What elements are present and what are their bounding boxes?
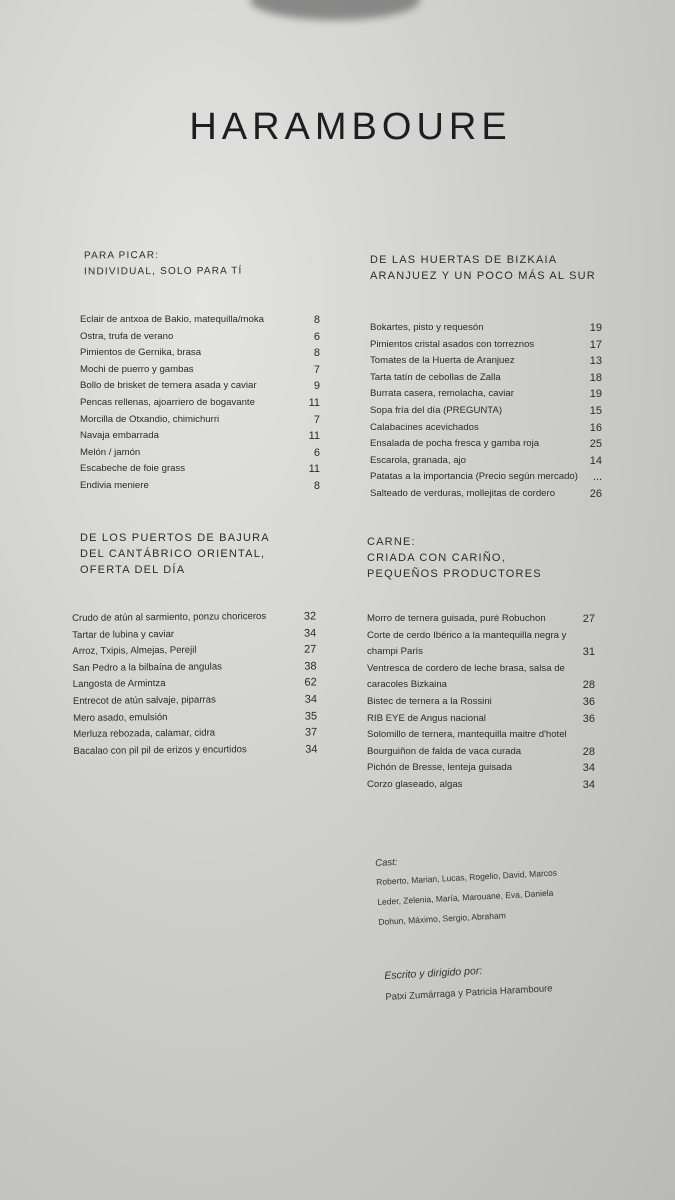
menu-item-price: 19 xyxy=(589,388,602,401)
menu-item-name: Tarta tatín de cebollas de Zalla xyxy=(370,371,501,383)
menu-item-name: Sopa fría del día (PREGUNTA) xyxy=(370,404,503,416)
menu-item xyxy=(370,422,602,439)
menu-item-name: Pimientos de Gernika, brasa xyxy=(80,347,202,359)
heading-line: CARNE: xyxy=(367,536,416,548)
menu-item xyxy=(80,463,320,480)
menu-item-name: Entrecot de atún salvaje, piparras xyxy=(72,694,216,707)
menu-item-name: caracoles Bizkaina xyxy=(367,679,447,691)
menu-item-price: 25 xyxy=(589,438,602,451)
menu-item xyxy=(80,314,320,331)
heading-line: ARANJUEZ Y UN POCO MÁS AL SUR xyxy=(370,270,596,282)
cast-line: Roberto, Marian, Lucas, Rogelio, David, Marcos xyxy=(375,867,558,887)
menu-item xyxy=(80,414,320,431)
menu-item-price: 36 xyxy=(582,712,595,725)
menu-item-price: 35 xyxy=(304,710,318,723)
menu-item-name: Tomates de la Huerta de Aranjuez xyxy=(370,355,515,367)
menu-item-name: Endivia meniere xyxy=(80,479,149,491)
menu-item-price: 11 xyxy=(308,463,320,476)
cast-line: Dohun, Máximo, Sergio, Abraham xyxy=(378,910,506,927)
menu-item-name: Ostra, trufa de verano xyxy=(80,330,174,342)
cast-line: Leder, Zelenia, María, Marouane, Eva, Daniela xyxy=(377,887,554,907)
menu-item xyxy=(80,480,320,497)
menu-item-price: 32 xyxy=(303,610,317,623)
heading-line: INDIVIDUAL, SOLO PARA TÍ xyxy=(84,265,243,278)
menu-item xyxy=(370,355,602,372)
menu-item-name: Morcilla de Otxandio, chimichurri xyxy=(80,413,220,425)
menu-item xyxy=(370,471,602,488)
menu-item-name: Pimientos cristal asados con torreznos xyxy=(370,338,535,350)
menu-item xyxy=(80,347,320,364)
menu-item-name: Bourguiñon de falda de vaca curada xyxy=(367,745,522,757)
menu-item-name: RIB EYE de Angus nacional xyxy=(367,712,486,724)
menu-item-name: Arroz, Txipis, Almejas, Perejil xyxy=(72,644,197,658)
menu-item-price: 34 xyxy=(304,693,317,706)
photo-shadow xyxy=(250,0,420,20)
menu-item-name: Navaja embarrada xyxy=(80,430,159,442)
menu-item-price: 26 xyxy=(589,487,602,500)
menu-item-name: Eclair de antxoa de Bakio, matequilla/moka xyxy=(80,314,264,325)
menu-item-name: Burrata casera, remolacha, caviar xyxy=(370,388,514,400)
menu-item xyxy=(370,339,602,356)
menu-list-picar xyxy=(80,314,320,497)
menu-item-name: Bacalao con pil pil de erizos y encurtidos xyxy=(73,743,247,757)
menu-item-price: 9 xyxy=(313,380,320,393)
menu-item-name: Melón / jamón xyxy=(80,446,141,458)
menu-item-name: Mero asado, emulsión xyxy=(73,711,168,724)
author-credits xyxy=(384,961,553,1003)
menu-item xyxy=(367,613,595,630)
menu-item xyxy=(367,713,595,730)
menu-item xyxy=(367,696,595,713)
menu-item xyxy=(367,729,595,746)
heading-line: DE LAS HUERTAS DE BIZKAIA xyxy=(370,254,558,266)
menu-item-price: 62 xyxy=(304,676,317,689)
section-heading-picar xyxy=(84,248,243,281)
cast-credits xyxy=(375,849,559,927)
heading-line: PEQUEÑOS PRODUCTORES xyxy=(367,568,542,580)
menu-item xyxy=(367,679,595,696)
cast-label: Cast: xyxy=(375,856,398,869)
menu-item-name: Mochi de puerro y gambas xyxy=(80,363,194,375)
menu-item-name: Ensalada de pocha fresca y gamba roja xyxy=(370,438,540,450)
menu-list-puertos xyxy=(72,610,320,762)
menu-item-name: Corte de cerdo Ibérico a la mantequilla negra y xyxy=(367,629,567,641)
menu-list-huertas xyxy=(370,322,602,505)
menu-item-name: Pichón de Bresse, lenteja guisada xyxy=(367,762,513,774)
menu-item xyxy=(80,447,320,464)
menu-item xyxy=(370,488,602,505)
menu-item-price: 34 xyxy=(303,627,317,640)
heading-line: DEL CANTÁBRICO ORIENTAL, xyxy=(80,548,266,560)
menu-item-price: 8 xyxy=(313,314,320,326)
menu-item-name: Bokartes, pisto y requesón xyxy=(370,322,484,333)
section-heading-carne xyxy=(367,534,542,582)
menu-item xyxy=(73,743,319,762)
menu-item-price: 13 xyxy=(589,355,602,368)
menu-item-price: 11 xyxy=(308,396,320,409)
menu-item-name: Bollo de brisket de ternera asada y caviar xyxy=(80,380,257,392)
menu-item-name: Calabacines acevichados xyxy=(370,421,479,433)
menu-item xyxy=(370,438,602,455)
menu-item-price: 28 xyxy=(582,679,595,692)
menu-item xyxy=(367,762,595,779)
menu-item xyxy=(80,380,320,397)
section-heading-huertas xyxy=(370,252,596,284)
menu-item-price: 28 xyxy=(582,745,595,758)
menu-item-name: Corzo glaseado, algas xyxy=(367,778,463,790)
menu-item-price: ... xyxy=(592,471,602,484)
menu-item-name: Patatas a la importancia (Precio según mercado) xyxy=(370,471,578,483)
menu-item-price: 27 xyxy=(582,613,595,625)
menu-item xyxy=(80,331,320,348)
menu-item-name: Salteado de verduras, mollejitas de cordero xyxy=(370,487,556,499)
menu-item-price: 7 xyxy=(313,363,320,376)
menu-item-name: San Pedro a la bilbaína de angulas xyxy=(72,661,222,674)
menu-item-price: 34 xyxy=(582,778,595,791)
menu-item-name: Pencas rellenas, ajoarriero de bogavante xyxy=(80,396,255,408)
menu-item-name: Merluza rebozada, calamar, cidra xyxy=(73,727,216,741)
menu-item-price: 16 xyxy=(589,421,602,434)
menu-item-name: champi París xyxy=(367,646,423,658)
menu-item-name: Tartar de lubina y caviar xyxy=(72,628,175,641)
menu-item-price: 6 xyxy=(313,446,320,459)
menu-item-price: 38 xyxy=(304,660,317,673)
menu-item xyxy=(370,372,602,389)
menu-item-price: 6 xyxy=(313,330,320,343)
menu-item-name: Escarola, granada, ajo xyxy=(370,454,466,466)
menu-item-price: 37 xyxy=(304,726,318,739)
menu-item xyxy=(367,746,595,763)
menu-item-name: Bistec de ternera a la Rossini xyxy=(367,695,492,707)
heading-line: CRIADA CON CARIÑO, xyxy=(367,552,506,564)
menu-item xyxy=(370,322,602,339)
menu-item-price: 7 xyxy=(313,413,320,426)
menu-item xyxy=(370,455,602,472)
menu-item-price: 27 xyxy=(304,643,317,656)
menu-item-price: 17 xyxy=(589,338,602,351)
menu-item-price: 34 xyxy=(305,743,318,756)
menu-list-carne xyxy=(367,613,595,796)
menu-item-name: Crudo de atún al sarmiento, ponzu choriceros xyxy=(72,610,267,624)
menu-item xyxy=(367,646,595,663)
menu-item-price: 31 xyxy=(582,646,595,659)
restaurant-name: HARAMBOURE xyxy=(189,106,512,148)
menu-item xyxy=(370,405,602,422)
menu-item-price: 34 xyxy=(582,762,595,775)
menu-item-price: 18 xyxy=(589,371,602,384)
menu-item-price: 15 xyxy=(589,404,602,417)
menu-item-price: 19 xyxy=(589,322,602,334)
menu-item xyxy=(80,364,320,381)
heading-line: DE LOS PUERTOS DE BAJURA xyxy=(80,532,270,544)
menu-item-name: Langosta de Armintza xyxy=(72,678,166,691)
section-heading-puertos xyxy=(80,530,270,578)
menu-item-name: Solomillo de ternera, mantequilla maitre d'hotel xyxy=(367,729,567,741)
menu-item-price: 36 xyxy=(582,695,595,708)
menu-item xyxy=(367,779,595,796)
menu-item xyxy=(370,388,602,405)
menu-item-price: 8 xyxy=(313,347,320,360)
heading-line: PARA PICAR: xyxy=(83,250,160,262)
menu-item-price: 11 xyxy=(308,430,320,443)
heading-line: OFERTA DEL DÍA xyxy=(80,564,186,576)
menu-item-price: 14 xyxy=(589,454,602,467)
written-names: Patxi Zumárraga y Patricia Haramboure xyxy=(385,983,553,1003)
menu-item-name: Escabeche de foie grass xyxy=(80,463,186,475)
menu-item xyxy=(367,630,595,647)
menu-item-name: Morro de ternera guisada, puré Robuchon xyxy=(367,613,546,624)
written-label: Escrito y dirigido por: xyxy=(384,964,483,982)
menu-item-price: 8 xyxy=(313,479,320,492)
menu-item xyxy=(80,430,320,447)
menu-item xyxy=(80,397,320,414)
menu-item-name: Ventresca de cordero de leche brasa, salsa de xyxy=(367,662,565,674)
menu-item xyxy=(367,663,595,680)
